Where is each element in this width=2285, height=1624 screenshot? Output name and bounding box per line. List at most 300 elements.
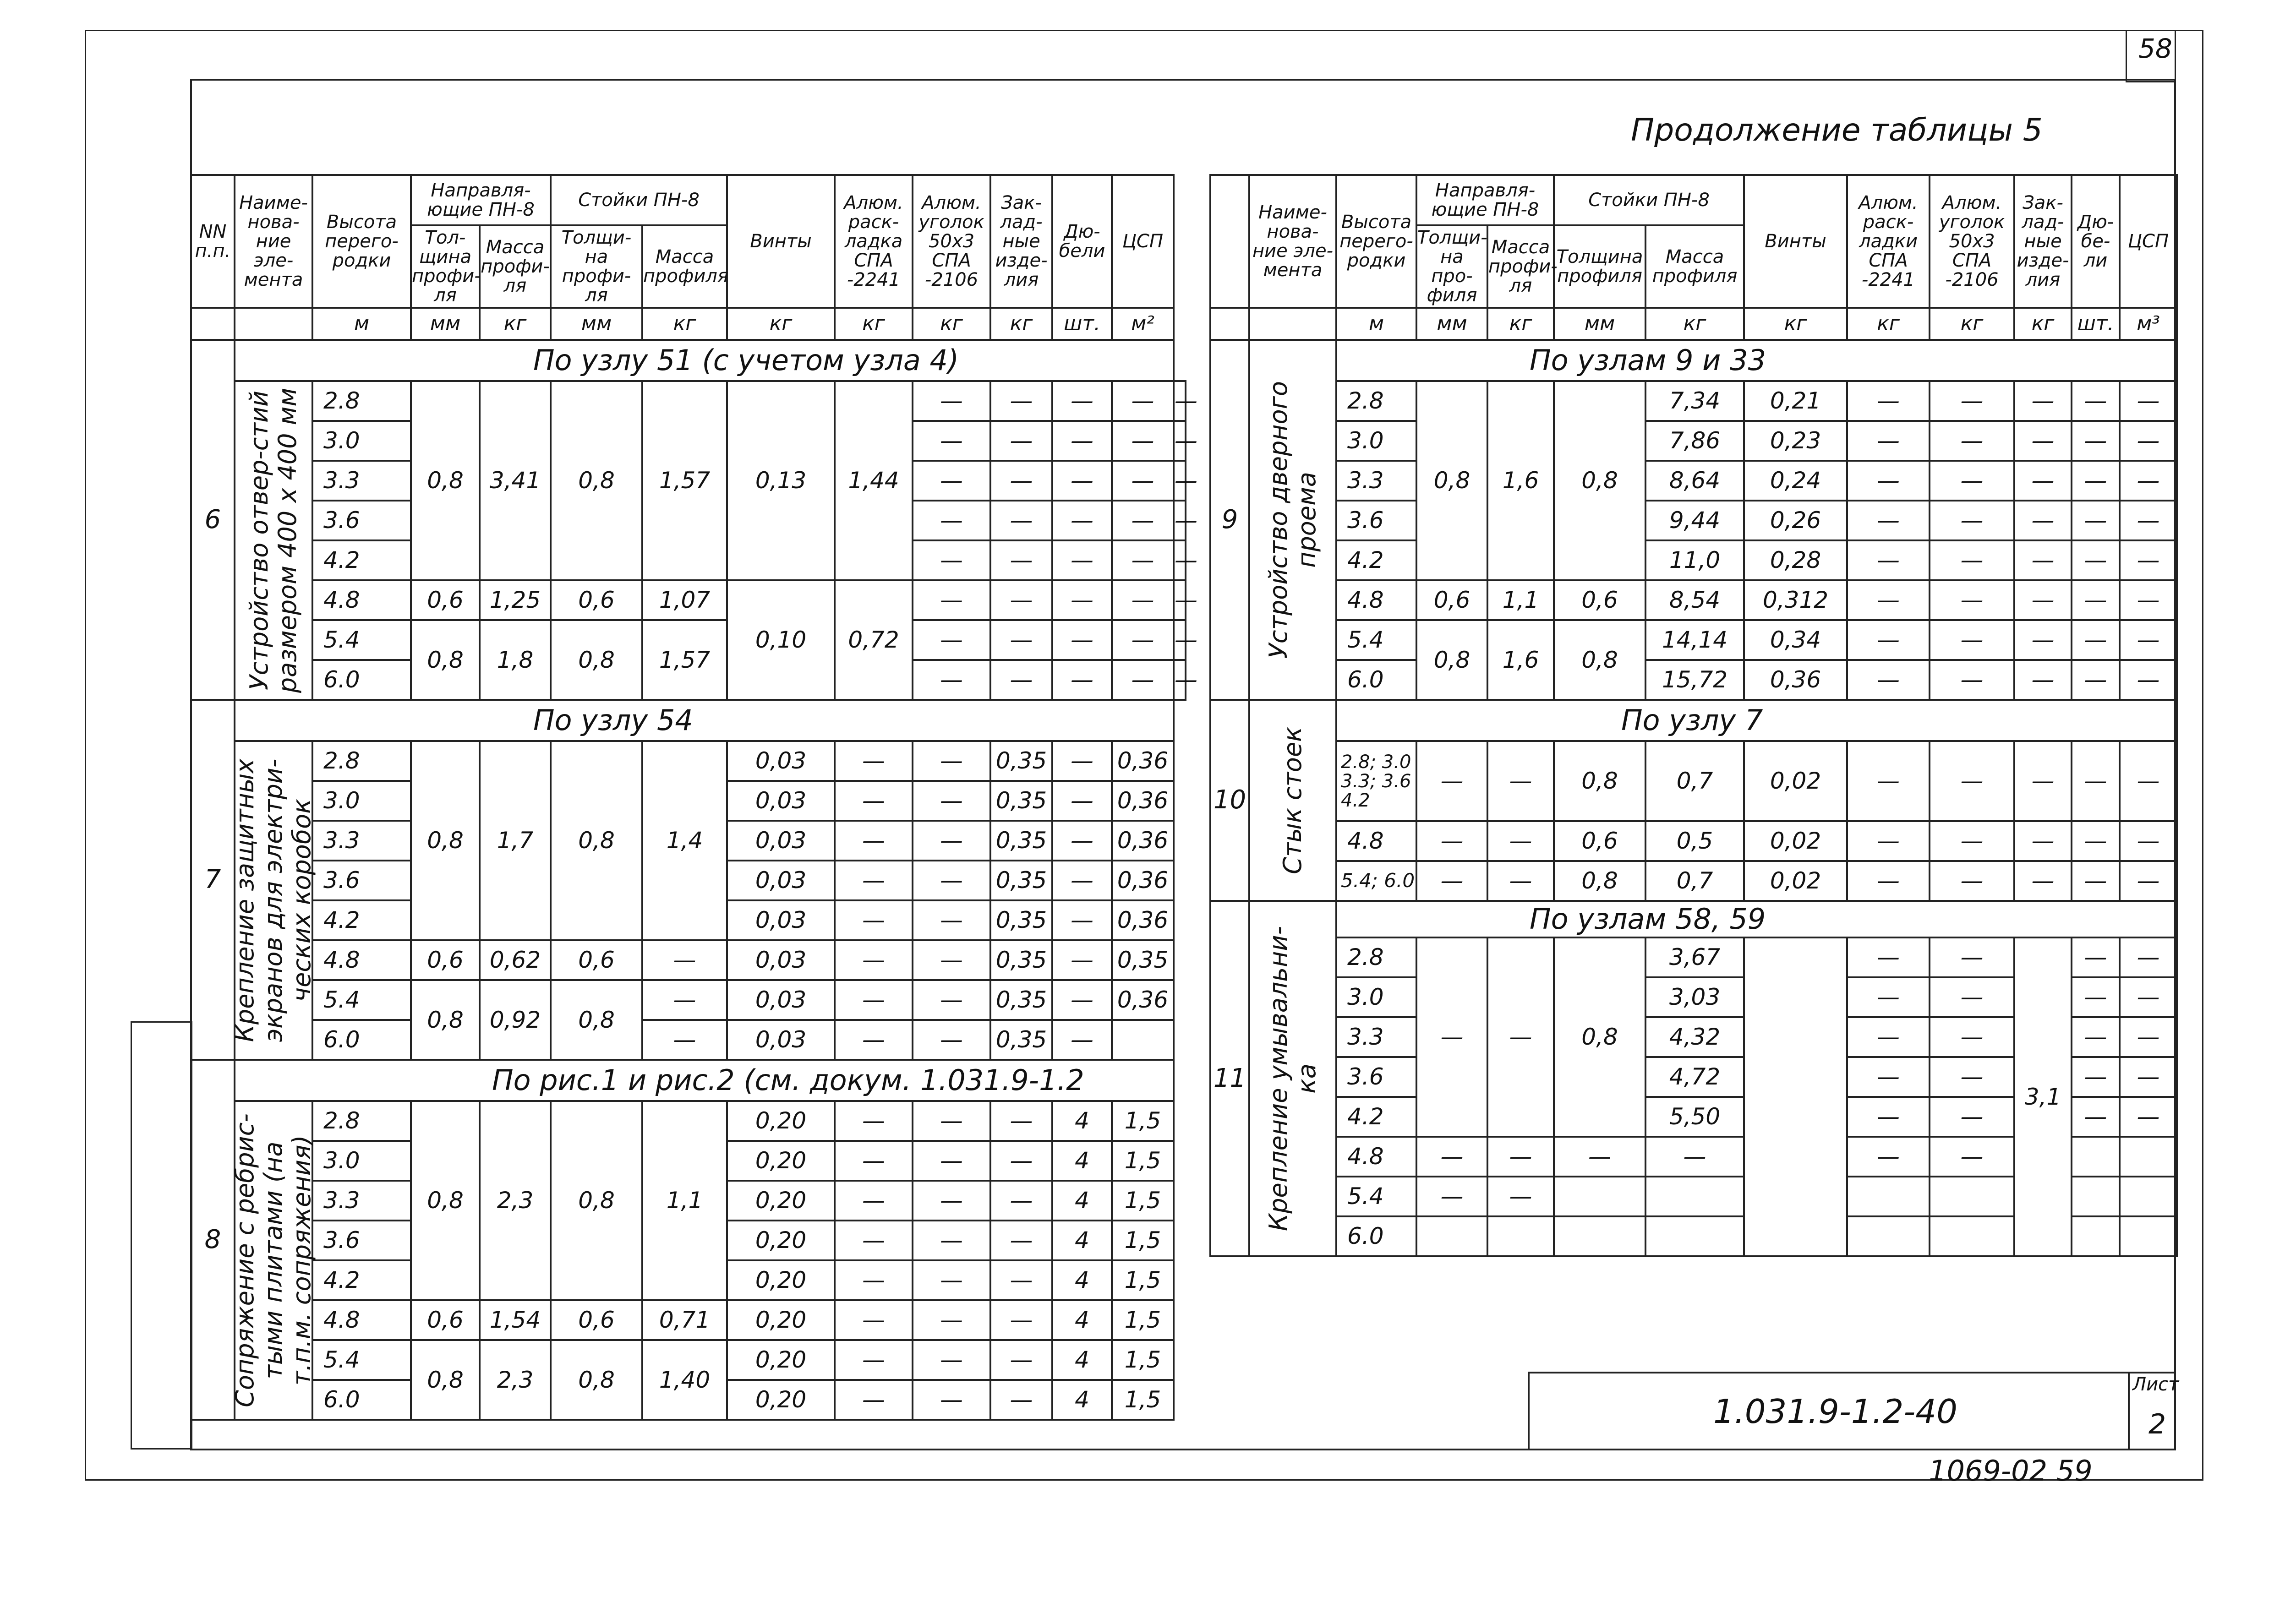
cell: —	[1847, 1137, 1930, 1177]
cell: 1,8	[480, 620, 551, 700]
cell: —	[2120, 540, 2177, 580]
cell: —	[913, 1340, 990, 1380]
cell: 1,07	[642, 580, 727, 620]
height-cell: 5.4	[312, 620, 411, 660]
element-name: Устройство дверного проема	[1249, 340, 1336, 700]
cell: 0,8	[1554, 861, 1645, 901]
cell: —	[2072, 937, 2120, 977]
cell: —	[1930, 620, 2014, 660]
cell: —	[1052, 940, 1112, 980]
group-title: По узлу 7	[1336, 700, 2177, 741]
unit: кг	[480, 308, 551, 340]
cell: 0,35	[990, 1020, 1052, 1060]
cell: —	[1112, 540, 1174, 580]
height-cell: 5.4	[312, 1340, 411, 1380]
cell: —	[990, 501, 1052, 540]
height-cell: 4.8	[312, 940, 411, 980]
cell: 7,86	[1645, 421, 1744, 461]
cell: —	[1930, 937, 2014, 977]
height-cell: 2.8	[312, 381, 411, 421]
cell: 0,8	[1416, 381, 1487, 580]
cell: —	[2014, 660, 2072, 700]
cell: —	[1174, 501, 1186, 540]
height-cell: 2.8	[312, 1101, 411, 1141]
cell: —	[2120, 977, 2177, 1017]
cell: 0,02	[1744, 821, 1847, 861]
cell: —	[2072, 501, 2120, 540]
cell: —	[2072, 741, 2120, 821]
cell: —	[913, 1380, 990, 1420]
cell: 0,8	[411, 980, 480, 1060]
cell: 0,20	[727, 1340, 835, 1380]
page-number: 58	[2138, 33, 2172, 64]
height-cell: 3.3	[312, 821, 411, 861]
cell: —	[1930, 381, 2014, 421]
hdr-screws: Винты	[727, 175, 835, 308]
cell	[1847, 1177, 1930, 1216]
cell: —	[913, 1221, 990, 1260]
cell: —	[1930, 861, 2014, 901]
cell: 0,62	[480, 940, 551, 980]
cell: 0,20	[727, 1260, 835, 1300]
height-cell: 2.8	[1336, 937, 1416, 977]
cell: —	[1930, 660, 2014, 700]
cell: —	[913, 980, 990, 1020]
cell: 0,8	[1554, 381, 1645, 580]
cell: —	[2120, 821, 2177, 861]
cell: —	[2014, 461, 2072, 501]
cell: —	[1112, 660, 1174, 700]
cell	[1487, 1216, 1554, 1256]
cell: 0,35	[1112, 940, 1174, 980]
hdr-stud-thick: Толщи-на профи-ля	[551, 225, 642, 308]
unit: кг	[835, 308, 913, 340]
item-number: 8	[191, 1060, 235, 1420]
cell: —	[913, 1101, 990, 1141]
cell: —	[990, 1260, 1052, 1300]
cell: —	[1052, 660, 1112, 700]
cell: 0,312	[1744, 580, 1847, 620]
cell	[1112, 1020, 1174, 1060]
cell: —	[2120, 1057, 2177, 1097]
element-name: Сопряжение с ребрис-тыми плитами (на т.п.м. сопряжения)	[235, 1101, 312, 1420]
cell: 2,3	[480, 1340, 551, 1420]
height-cell: 3.6	[312, 501, 411, 540]
cell: —	[835, 741, 913, 781]
cell: 0,03	[727, 900, 835, 940]
item-number: 6	[191, 340, 235, 700]
height-cell: 5.4	[1336, 1177, 1416, 1216]
unit: кг	[1645, 308, 1744, 340]
cell: 0,36	[1112, 861, 1174, 900]
cell: 0,8	[1554, 937, 1645, 1137]
height-cell: 3.6	[312, 1221, 411, 1260]
cell: 7,34	[1645, 381, 1744, 421]
cell	[2072, 1177, 2120, 1216]
cell: 1,6	[1487, 620, 1554, 700]
cell: 3,41	[480, 381, 551, 580]
cell: —	[835, 940, 913, 980]
unit: м	[1336, 308, 1416, 340]
cell: 0,35	[990, 821, 1052, 861]
height-cell: 6.0	[312, 1020, 411, 1060]
cell: 1,5	[1112, 1101, 1174, 1141]
cell: 0,8	[411, 381, 480, 580]
cell: 0,35	[990, 861, 1052, 900]
cell: 1,1	[642, 1101, 727, 1300]
cell: —	[913, 1020, 990, 1060]
cell: 0,20	[727, 1141, 835, 1181]
cell: 0,23	[1744, 421, 1847, 461]
hdr-guide-thick: Толщи-на про-филя	[1416, 225, 1487, 308]
cell: 0,7	[1645, 741, 1744, 821]
unit: м	[312, 308, 411, 340]
height-cell: 3.6	[312, 861, 411, 900]
cell: —	[1930, 540, 2014, 580]
cell: —	[1487, 821, 1554, 861]
cell: 0,8	[551, 741, 642, 940]
cell: —	[2120, 660, 2177, 700]
cell: 4	[1052, 1181, 1112, 1221]
cell: —	[1930, 421, 2014, 461]
cell: —	[642, 980, 727, 1020]
unit: кг	[990, 308, 1052, 340]
cell: —	[913, 501, 990, 540]
cell: 0,20	[727, 1300, 835, 1340]
cell: 0,7	[1645, 861, 1744, 901]
cell: —	[2072, 1097, 2120, 1137]
cell: 9,44	[1645, 501, 1744, 540]
cell: —	[990, 540, 1052, 580]
cell: 1,40	[642, 1340, 727, 1420]
table-subtitle: Продолжение таблицы 5	[1631, 112, 2043, 148]
cell: —	[835, 1260, 913, 1300]
cell: —	[835, 1020, 913, 1060]
cell: 8,64	[1645, 461, 1744, 501]
cell: 0,03	[727, 1020, 835, 1060]
hdr-name: Наиме-нова-ние эле-мента	[235, 175, 312, 308]
cell: —	[835, 821, 913, 861]
cell: —	[2014, 620, 2072, 660]
cell: —	[2072, 540, 2120, 580]
height-cell: 4.2	[312, 900, 411, 940]
cell: 0,6	[551, 940, 642, 980]
cell: —	[913, 1141, 990, 1181]
height-cell: 2.8; 3.0 3.3; 3.6 4.2	[1336, 741, 1416, 821]
cell: 0,36	[1112, 741, 1174, 781]
cell: —	[1052, 781, 1112, 821]
cell: —	[913, 540, 990, 580]
cell: 4,32	[1645, 1017, 1744, 1057]
height-cell: 6.0	[1336, 1216, 1416, 1256]
height-cell: 4.8	[312, 1300, 411, 1340]
cell: —	[990, 421, 1052, 461]
unit: мм	[1554, 308, 1645, 340]
cell: 2,3	[480, 1101, 551, 1300]
cell: 0,20	[727, 1380, 835, 1420]
cell: 0,8	[1416, 620, 1487, 700]
cell: —	[835, 1380, 913, 1420]
cell	[1554, 1216, 1645, 1256]
cell: —	[1847, 381, 1930, 421]
cell: —	[1847, 937, 1930, 977]
cell: —	[1847, 501, 1930, 540]
cell: 8,54	[1645, 580, 1744, 620]
cell: 0,6	[1554, 821, 1645, 861]
cell: —	[835, 1141, 913, 1181]
cell: 0,72	[835, 580, 913, 700]
cell: 0,35	[990, 781, 1052, 821]
hdr-embed: Зак-лад-ные изде-лия	[990, 175, 1052, 308]
unit: шт.	[1052, 308, 1112, 340]
unit: мм	[411, 308, 480, 340]
cell: —	[1847, 977, 1930, 1017]
cell: —	[1416, 861, 1487, 901]
cell: —	[1847, 421, 1930, 461]
cell: —	[2014, 381, 2072, 421]
cell: 0,03	[727, 821, 835, 861]
cell: 1,57	[642, 620, 727, 700]
cell: 0,35	[990, 741, 1052, 781]
cell: 0,03	[727, 741, 835, 781]
cell: —	[1174, 580, 1186, 620]
cell: 0,36	[1112, 900, 1174, 940]
cell: —	[913, 741, 990, 781]
cell: 4	[1052, 1300, 1112, 1340]
cell: —	[1052, 821, 1112, 861]
hdr-stud-mass: Масса профиля	[642, 225, 727, 308]
height-cell: 2.8	[1336, 381, 1416, 421]
cell	[2072, 1137, 2120, 1177]
cell: —	[1112, 421, 1174, 461]
cell	[1554, 1177, 1645, 1216]
cell: —	[913, 1260, 990, 1300]
cell: 0,20	[727, 1221, 835, 1260]
cell: 0,21	[1744, 381, 1847, 421]
cell: 0,34	[1744, 620, 1847, 660]
cell: —	[1930, 821, 2014, 861]
cell: 1,6	[1487, 381, 1554, 580]
hdr-al-strip: Алюм. раск-ладки СПА -2241	[1847, 175, 1930, 308]
cell: —	[835, 1101, 913, 1141]
hdr-screws: Винты	[1744, 175, 1847, 308]
cell: —	[1052, 421, 1112, 461]
item-number: 10	[1210, 700, 1249, 901]
unit: м³	[2120, 308, 2177, 340]
cell: —	[1930, 580, 2014, 620]
cell: —	[1847, 461, 1930, 501]
cell: —	[1112, 461, 1174, 501]
cell	[1930, 1177, 2014, 1216]
cell: 0,8	[551, 381, 642, 580]
hdr-guide-thick: Тол-щина профи-ля	[411, 225, 480, 308]
cell: —	[1174, 381, 1186, 421]
cell: 0,6	[411, 580, 480, 620]
cell: —	[1847, 540, 1930, 580]
cell: —	[1052, 461, 1112, 501]
cell: 0,8	[1554, 741, 1645, 821]
cell: 3,1	[2014, 937, 2072, 1256]
cell: 4	[1052, 1260, 1112, 1300]
hdr-stud-mass: Масса профиля	[1645, 225, 1744, 308]
cell: 3,03	[1645, 977, 1744, 1017]
cell: —	[2120, 421, 2177, 461]
cell: —	[1416, 1177, 1487, 1216]
cell: —	[1847, 1097, 1930, 1137]
height-cell: 4.2	[312, 540, 411, 580]
right-table	[1209, 174, 2178, 1257]
unit: кг	[642, 308, 727, 340]
cell: —	[835, 861, 913, 900]
cell: —	[2014, 741, 2072, 821]
cell: —	[2014, 540, 2072, 580]
cell: —	[2014, 821, 2072, 861]
cell: —	[1930, 501, 2014, 540]
cell	[1744, 937, 1847, 1256]
height-cell: 5.4	[1336, 620, 1416, 660]
height-cell: 3.0	[1336, 421, 1416, 461]
cell: 0,8	[1554, 620, 1645, 700]
cell: 1,5	[1112, 1300, 1174, 1340]
cell: —	[2072, 821, 2120, 861]
cell: —	[1416, 741, 1487, 821]
cell: 1,57	[642, 381, 727, 580]
cell: —	[2014, 501, 2072, 540]
cell: 0,20	[727, 1101, 835, 1141]
cell: —	[2072, 977, 2120, 1017]
cell: 0,6	[1416, 580, 1487, 620]
cell: —	[990, 580, 1052, 620]
cell: 0,6	[411, 940, 480, 980]
hdr-guide-mass: Масса профи-ля	[1487, 225, 1554, 308]
unit: м²	[1112, 308, 1174, 340]
cell: 0,24	[1744, 461, 1847, 501]
cell: —	[913, 781, 990, 821]
cell: —	[1930, 741, 2014, 821]
cell: 0,8	[411, 1101, 480, 1300]
cell: —	[1174, 660, 1186, 700]
cell: —	[1052, 1020, 1112, 1060]
hdr-stud-thick: Толщина профиля	[1554, 225, 1645, 308]
cell: 11,0	[1645, 540, 1744, 580]
cell: 0,6	[411, 1300, 480, 1340]
cell: 14,14	[1645, 620, 1744, 660]
cell: 4,72	[1645, 1057, 1744, 1097]
cell: 0,92	[480, 980, 551, 1060]
cell: —	[1052, 381, 1112, 421]
cell: 0,02	[1744, 861, 1847, 901]
cell: 4	[1052, 1101, 1112, 1141]
cell: —	[835, 980, 913, 1020]
cell: —	[1487, 861, 1554, 901]
cell: —	[2072, 620, 2120, 660]
cell: —	[1416, 1137, 1487, 1177]
cell: —	[913, 861, 990, 900]
cell: 5,50	[1645, 1097, 1744, 1137]
unit: кг	[1744, 308, 1847, 340]
cell: 1,5	[1112, 1340, 1174, 1380]
cell: 0,28	[1744, 540, 1847, 580]
group-title: По рис.1 и рис.2 (см. докум. 1.031.9-1.2	[235, 1060, 1174, 1101]
cell: —	[1847, 1057, 1930, 1097]
height-cell: 3.3	[312, 1181, 411, 1221]
cell: —	[1930, 1137, 2014, 1177]
cell: 1,1	[1487, 580, 1554, 620]
element-name: Крепление умывальни-ка	[1249, 901, 1336, 1256]
hdr-csp: ЦСП	[2120, 175, 2177, 308]
hdr-guide-mass: Масса профи-ля	[480, 225, 551, 308]
height-cell: 4.8	[1336, 580, 1416, 620]
hdr-embed: Зак-лад-ные изде-лия	[2014, 175, 2072, 308]
group-title: По узлу 54	[235, 700, 1174, 741]
cell: —	[1174, 461, 1186, 501]
cell: 0,26	[1744, 501, 1847, 540]
group-title: По узлам 9 и 33	[1336, 340, 2177, 381]
cell: —	[1174, 540, 1186, 580]
hdr-csp: ЦСП	[1112, 175, 1174, 308]
cell: —	[2072, 461, 2120, 501]
cell: 0,13	[727, 381, 835, 580]
cell: —	[642, 940, 727, 980]
cell: —	[2072, 660, 2120, 700]
group-title: По узлам 58, 59	[1336, 901, 2177, 937]
cell: —	[1930, 1017, 2014, 1057]
height-cell: 3.3	[312, 461, 411, 501]
item-number: 11	[1210, 901, 1249, 1256]
cell: 0,03	[727, 781, 835, 821]
cell: —	[1930, 977, 2014, 1017]
cell: 4	[1052, 1141, 1112, 1181]
height-cell: 3.0	[312, 1141, 411, 1181]
height-cell: 4.2	[1336, 540, 1416, 580]
cell: —	[2072, 421, 2120, 461]
cell: —	[913, 620, 990, 660]
cell: 0,35	[990, 980, 1052, 1020]
cell: 1,5	[1112, 1181, 1174, 1221]
hdr-al-strip: Алюм. раск-ладка СПА -2241	[835, 175, 913, 308]
cell: —	[990, 660, 1052, 700]
group-title: По узлу 51 (с учетом узла 4)	[235, 340, 1174, 381]
cell: —	[2120, 381, 2177, 421]
cell: —	[1174, 620, 1186, 660]
cell: —	[1847, 620, 1930, 660]
left-table	[190, 174, 1198, 1421]
doc-code: 1.031.9-1.2-40	[1713, 1392, 1957, 1431]
cell: —	[990, 381, 1052, 421]
cell: 0,20	[727, 1181, 835, 1221]
cell	[2120, 1177, 2177, 1216]
cell: —	[2072, 1057, 2120, 1097]
cell: —	[2120, 937, 2177, 977]
cell: —	[2120, 461, 2177, 501]
unit: мм	[551, 308, 642, 340]
cell: —	[1847, 861, 1930, 901]
height-cell: 5.4; 6.0	[1336, 861, 1416, 901]
cell: —	[2072, 861, 2120, 901]
cell: —	[1487, 1137, 1554, 1177]
cell: —	[913, 660, 990, 700]
height-cell: 3.0	[312, 781, 411, 821]
height-cell: 4.8	[1336, 821, 1416, 861]
cell: 1,5	[1112, 1221, 1174, 1260]
cell: —	[1174, 421, 1186, 461]
hdr-al-angle: Алюм. уголок 50х3 СПА -2106	[913, 175, 990, 308]
cell: —	[1847, 821, 1930, 861]
cell: —	[1052, 620, 1112, 660]
cell: 0,03	[727, 980, 835, 1020]
cell: 0,8	[551, 1101, 642, 1300]
cell: 4	[1052, 1380, 1112, 1420]
